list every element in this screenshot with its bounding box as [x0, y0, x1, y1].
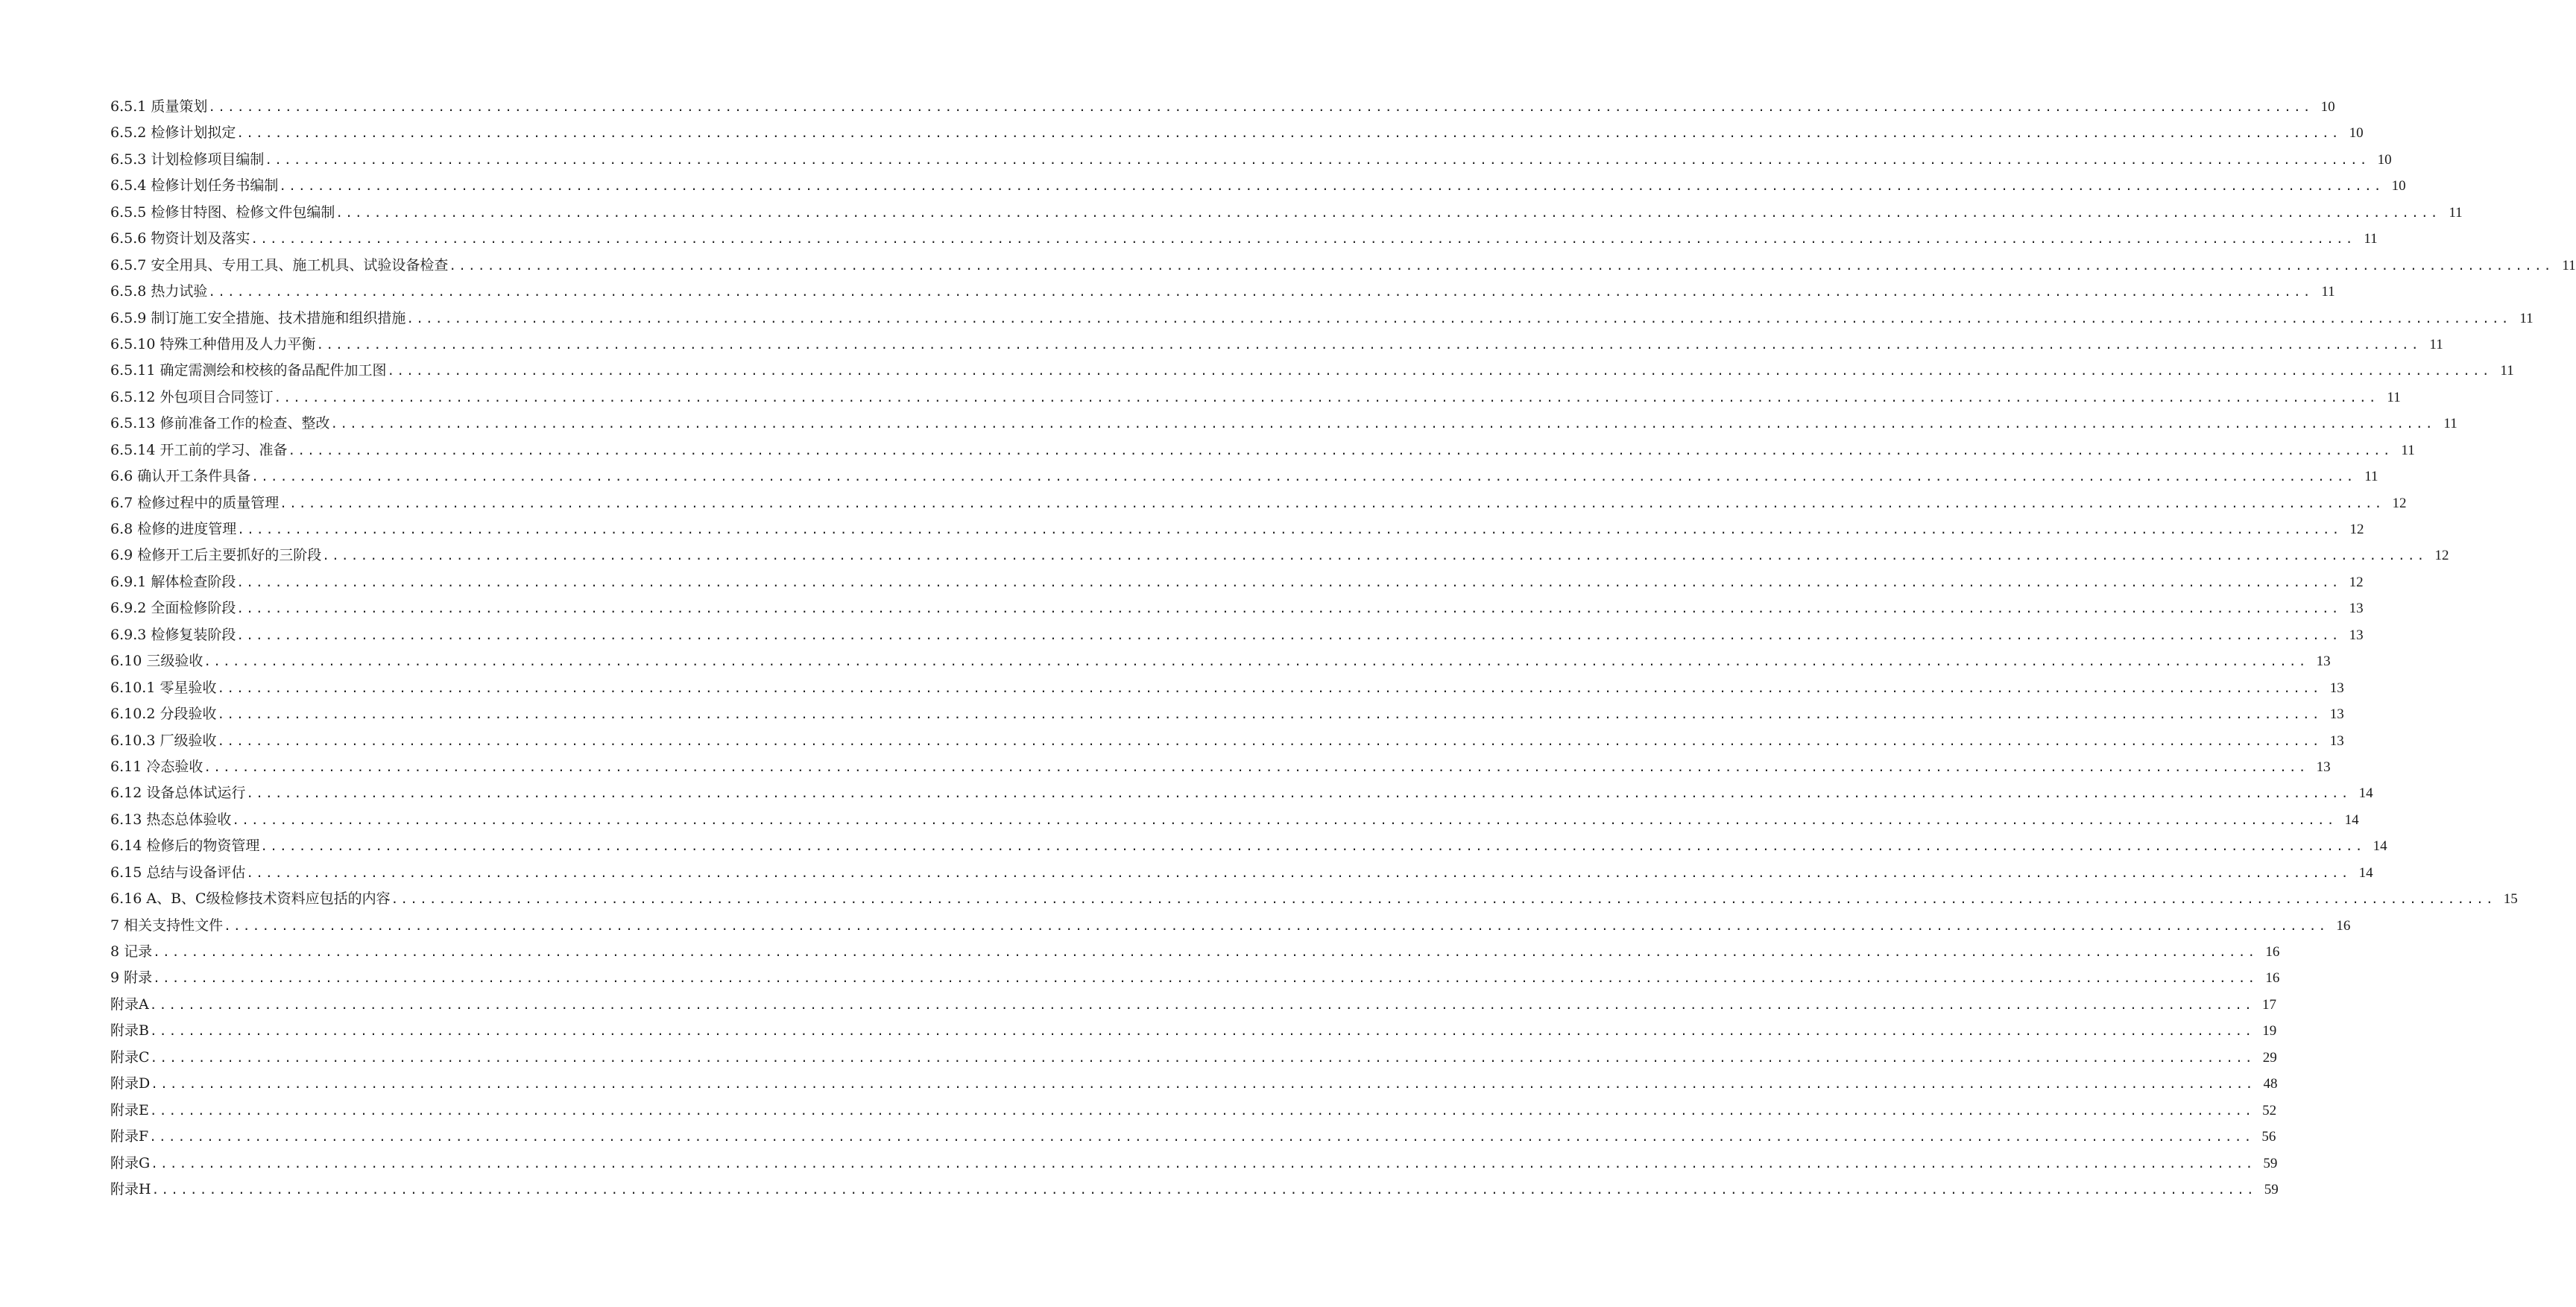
toc-entry-title: 6.12 设备总体试运行	[110, 785, 246, 802]
toc-dot-leader: ............................................................................................................................................................................................................................	[236, 627, 2341, 642]
toc-entry-page-number: 11	[2364, 469, 2378, 485]
toc-entry-title: 6.5.4 检修计划任务书编制	[110, 177, 279, 194]
toc-entry[interactable]	[110, 860, 2373, 886]
toc-dot-leader: ............................................................................................................................................................................................................................	[250, 232, 2355, 247]
toc-entry-page-number: 11	[2364, 231, 2378, 247]
toc-entry-page-number: 29	[2262, 1049, 2277, 1066]
toc-entry-title: 6.5.1 质量策划	[110, 98, 208, 115]
toc-entry-title: 附录B	[110, 1022, 149, 1039]
toc-entry-page-number: 12	[2434, 548, 2449, 564]
toc-entry[interactable]	[110, 595, 2364, 621]
toc-dot-leader: ............................................................................................................................................................................................................................	[279, 179, 2384, 194]
toc-entry-page-number: 19	[2262, 1023, 2277, 1039]
toc-entry-page-number: 11	[2429, 336, 2443, 352]
toc-dot-leader: ............................................................................................................................................................................................................................	[330, 417, 2435, 431]
toc-dot-leader: ............................................................................................................................................................................................................................	[150, 1050, 2255, 1065]
toc-entry[interactable]	[110, 147, 2392, 173]
toc-entry[interactable]	[110, 886, 2518, 912]
toc-entry-page-number: 59	[2263, 1155, 2278, 1171]
toc-entry-title: 6.8 检修的进度管理	[110, 521, 237, 537]
toc-entry[interactable]	[110, 437, 2415, 463]
toc-dot-leader: ............................................................................................................................................................................................................................	[153, 945, 2258, 959]
toc-dot-leader: ............................................................................................................................................................................................................................	[237, 522, 2342, 537]
toc-entry-page-number: 16	[2336, 917, 2351, 934]
toc-entry-page-number: 52	[2262, 1102, 2277, 1118]
toc-entry-page-number: 11	[2401, 442, 2415, 458]
toc-entry[interactable]	[110, 490, 2407, 516]
toc-entry-page-number: 13	[2316, 654, 2331, 670]
toc-entry-title: 6.10.2 分段验收	[110, 706, 217, 723]
toc-dot-leader: ............................................................................................................................................................................................................................	[149, 997, 2254, 1012]
toc-entry-page-number: 12	[2349, 574, 2364, 590]
toc-entry-title: 9 附录	[110, 969, 153, 987]
toc-entry-page-number: 11	[2519, 310, 2534, 326]
toc-entry-page-number: 14	[2373, 838, 2387, 855]
toc-dot-leader: ............................................................................................................................................................................................................................	[246, 865, 2351, 880]
toc-entry[interactable]	[110, 913, 2351, 939]
toc-entry-page-number: 17	[2261, 996, 2276, 1013]
toc-entry[interactable]	[110, 675, 2344, 701]
toc-entry-page-number: 13	[2329, 680, 2344, 696]
toc-entry-page-number: 10	[2349, 125, 2364, 142]
toc-entry-title: 6.5.8 热力试验	[110, 283, 208, 300]
toc-entry-page-number: 13	[2329, 706, 2344, 723]
toc-dot-leader: ............................................................................................................................................................................................................................	[217, 707, 2322, 722]
toc-dot-leader: ............................................................................................................................................................................................................................	[316, 337, 2421, 352]
toc-entry-page-number: 11	[2321, 284, 2335, 300]
toc-entry-title: 6.14 检修后的物资管理	[110, 838, 260, 855]
toc-dot-leader: ............................................................................................................................................................................................................................	[151, 1077, 2255, 1092]
toc-entry[interactable]	[110, 807, 2359, 833]
toc-entry-title: 6.5.12 外包项目合同签订	[110, 388, 274, 405]
toc-entry-page-number: 14	[2358, 785, 2373, 802]
toc-dot-leader: ............................................................................................................................................................................................................................	[236, 126, 2341, 141]
toc-entry-title: 附录A	[110, 996, 149, 1013]
toc-dot-leader: ............................................................................................................................................................................................................................	[208, 100, 2313, 114]
toc-entry-title: 6.5.5 检修甘特图、检修文件包编制	[110, 203, 335, 221]
toc-entry-title: 附录E	[110, 1101, 149, 1118]
toc-entry-title: 7 相关支持性文件	[110, 917, 224, 934]
toc-entry-title: 6.10.1 零星验收	[110, 679, 217, 696]
toc-entry[interactable]	[110, 358, 2514, 384]
toc-entry-title: 6.5.7 安全用具、专用工具、施工机具、试验设备检查	[110, 256, 449, 273]
toc-entry-page-number: 11	[2449, 204, 2463, 221]
toc-entry-title: 6.5.10 特殊工种借用及人力平衡	[110, 335, 316, 352]
toc-dot-leader: ............................................................................................................................................................................................................................	[149, 1024, 2255, 1039]
toc-entry-title: 6.9.1 解体检查阶段	[110, 573, 236, 590]
toc-entry-title: 8 记录	[110, 943, 153, 960]
toc-entry-title: 附录H	[110, 1180, 151, 1197]
toc-entry[interactable]	[110, 992, 2276, 1018]
toc-entry-page-number: 12	[2392, 495, 2407, 511]
toc-entry-title: 6.15 总结与设备评估	[110, 864, 246, 881]
toc-dot-leader: ............................................................................................................................................................................................................................	[203, 654, 2308, 669]
toc-entry[interactable]	[110, 332, 2443, 358]
toc-entry[interactable]	[110, 1098, 2277, 1124]
toc-dot-leader: ............................................................................................................................................................................................................................	[203, 759, 2308, 774]
toc-dot-leader: ............................................................................................................................................................................................................................	[280, 496, 2384, 510]
toc-entry[interactable]	[110, 622, 2364, 648]
toc-entry-title: 6.11 冷态验收	[110, 758, 203, 775]
toc-entry-title: 6.10 三级验收	[110, 653, 203, 670]
toc-dot-leader: ............................................................................................................................................................................................................................	[406, 311, 2511, 326]
toc-dot-leader: ............................................................................................................................................................................................................................	[153, 971, 2258, 986]
toc-dot-leader: ............................................................................................................................................................................................................................	[251, 469, 2356, 484]
toc-entry-page-number: 56	[2261, 1129, 2276, 1145]
toc-entry-title: 附录F	[110, 1128, 149, 1145]
toc-entry[interactable]	[110, 94, 2335, 120]
toc-entry-page-number: 16	[2265, 970, 2280, 987]
table-of-contents	[110, 94, 2576, 1203]
toc-dot-leader: ............................................................................................................................................................................................................................	[149, 1103, 2255, 1118]
toc-entry-page-number: 10	[2377, 151, 2392, 168]
toc-entry[interactable]	[110, 965, 2280, 991]
toc-entry[interactable]	[110, 542, 2449, 569]
toc-dot-leader: ............................................................................................................................................................................................................................	[224, 918, 2329, 933]
toc-entry[interactable]	[110, 200, 2463, 226]
toc-entry-title: 附录D	[110, 1075, 151, 1092]
toc-entry-page-number: 10	[2320, 99, 2335, 115]
toc-dot-leader: ............................................................................................................................................................................................................................	[322, 548, 2427, 563]
toc-dot-leader: ............................................................................................................................................................................................................................	[260, 839, 2365, 854]
toc-entry-page-number: 13	[2349, 627, 2364, 643]
toc-entry-page-number: 59	[2264, 1181, 2279, 1197]
toc-entry[interactable]	[110, 516, 2364, 542]
toc-entry-page-number: 15	[2503, 891, 2518, 908]
toc-dot-leader: ............................................................................................................................................................................................................................	[151, 1182, 2256, 1197]
toc-entry-page-number: 12	[2349, 522, 2364, 537]
toc-entry[interactable]	[110, 384, 2401, 411]
toc-entry[interactable]	[110, 754, 2331, 780]
toc-dot-leader: ............................................................................................................................................................................................................................	[335, 205, 2440, 220]
toc-entry[interactable]	[110, 253, 2576, 279]
toc-entry-title: 6.6 确认开工条件具备	[110, 468, 251, 485]
toc-entry-page-number: 14	[2358, 864, 2373, 881]
toc-entry-title: 6.9 检修开工后主要抓好的三阶段	[110, 547, 322, 564]
toc-entry[interactable]	[110, 306, 2534, 332]
toc-entry[interactable]	[110, 728, 2344, 754]
toc-entry[interactable]	[110, 411, 2457, 437]
toc-entry-page-number: 11	[2500, 363, 2514, 379]
toc-dot-leader: ............................................................................................................................................................................................................................	[449, 258, 2554, 273]
toc-entry-title: 6.5.2 检修计划拟定	[110, 124, 236, 142]
toc-entry[interactable]	[110, 120, 2364, 146]
toc-entry-page-number: 16	[2265, 944, 2280, 960]
toc-dot-leader: ............................................................................................................................................................................................................................	[288, 443, 2393, 458]
toc-dot-leader: ............................................................................................................................................................................................................................	[208, 285, 2313, 300]
toc-entry-page-number: 10	[2391, 178, 2406, 194]
toc-entry[interactable]	[110, 1177, 2279, 1203]
toc-entry[interactable]	[110, 648, 2331, 674]
toc-entry-title: 6.16 A、B、C级检修技术资料应包括的内容	[110, 890, 391, 908]
toc-dot-leader: ............................................................................................................................................................................................................................	[246, 786, 2351, 801]
toc-entry-title: 6.9.3 检修复装阶段	[110, 626, 236, 643]
toc-entry[interactable]	[110, 226, 2378, 252]
toc-entry-page-number: 48	[2263, 1076, 2278, 1092]
toc-entry-page-number: 11	[2443, 416, 2457, 432]
toc-entry-title: 6.5.13 修前准备工作的检查、整改	[110, 415, 330, 432]
toc-entry-page-number: 13	[2316, 759, 2331, 775]
toc-entry-page-number: 13	[2329, 732, 2344, 749]
toc-entry[interactable]	[110, 1045, 2277, 1071]
toc-dot-leader: ............................................................................................................................................................................................................................	[391, 892, 2496, 907]
toc-entry-title: 6.13 热态总体验收	[110, 811, 232, 828]
toc-entry-title: 6.7 检修过程中的质量管理	[110, 494, 280, 511]
toc-entry[interactable]	[110, 1018, 2277, 1044]
toc-entry[interactable]	[110, 1124, 2276, 1150]
toc-entry[interactable]	[110, 780, 2373, 806]
toc-entry-title: 6.5.11 确定需测绘和校核的备品配件加工图	[110, 362, 387, 379]
toc-dot-leader: ............................................................................................................................................................................................................................	[217, 680, 2322, 695]
toc-entry-page-number: 14	[2344, 811, 2359, 828]
toc-entry-page-number: 13	[2349, 601, 2364, 617]
toc-entry[interactable]	[110, 279, 2335, 305]
toc-dot-leader: ............................................................................................................................................................................................................................	[151, 1156, 2255, 1171]
toc-dot-leader: ............................................................................................................................................................................................................................	[236, 601, 2341, 616]
toc-entry-title: 附录G	[110, 1154, 151, 1171]
toc-entry[interactable]	[110, 173, 2406, 199]
toc-entry[interactable]	[110, 939, 2280, 965]
toc-dot-leader: ............................................................................................................................................................................................................................	[274, 390, 2378, 405]
toc-dot-leader: ............................................................................................................................................................................................................................	[265, 152, 2370, 167]
toc-entry-title: 6.5.9 制订施工安全措施、技术措施和组织措施	[110, 309, 406, 326]
toc-dot-leader: ............................................................................................................................................................................................................................	[387, 364, 2492, 379]
toc-entry[interactable]	[110, 833, 2387, 859]
toc-entry-title: 6.5.3 计划检修项目编制	[110, 151, 265, 168]
toc-dot-leader: ............................................................................................................................................................................................................................	[149, 1130, 2254, 1145]
toc-dot-leader: ............................................................................................................................................................................................................................	[217, 733, 2322, 748]
toc-entry-page-number: 11	[2562, 257, 2576, 273]
toc-entry[interactable]	[110, 701, 2344, 727]
toc-dot-leader: ............................................................................................................................................................................................................................	[232, 812, 2337, 827]
toc-entry[interactable]	[110, 1071, 2278, 1097]
toc-entry-title: 6.9.2 全面检修阶段	[110, 600, 236, 617]
toc-entry-title: 6.5.6 物资计划及落实	[110, 230, 250, 247]
toc-entry-title: 6.10.3 厂级验收	[110, 732, 217, 749]
toc-entry[interactable]	[110, 1151, 2278, 1177]
toc-entry-title: 6.5.14 开工前的学习、准备	[110, 441, 288, 458]
toc-entry-title: 附录C	[110, 1048, 150, 1066]
toc-entry-page-number: 11	[2387, 389, 2401, 405]
toc-entry[interactable]	[110, 569, 2364, 595]
toc-dot-leader: ............................................................................................................................................................................................................................	[236, 575, 2341, 589]
toc-entry[interactable]	[110, 463, 2378, 490]
